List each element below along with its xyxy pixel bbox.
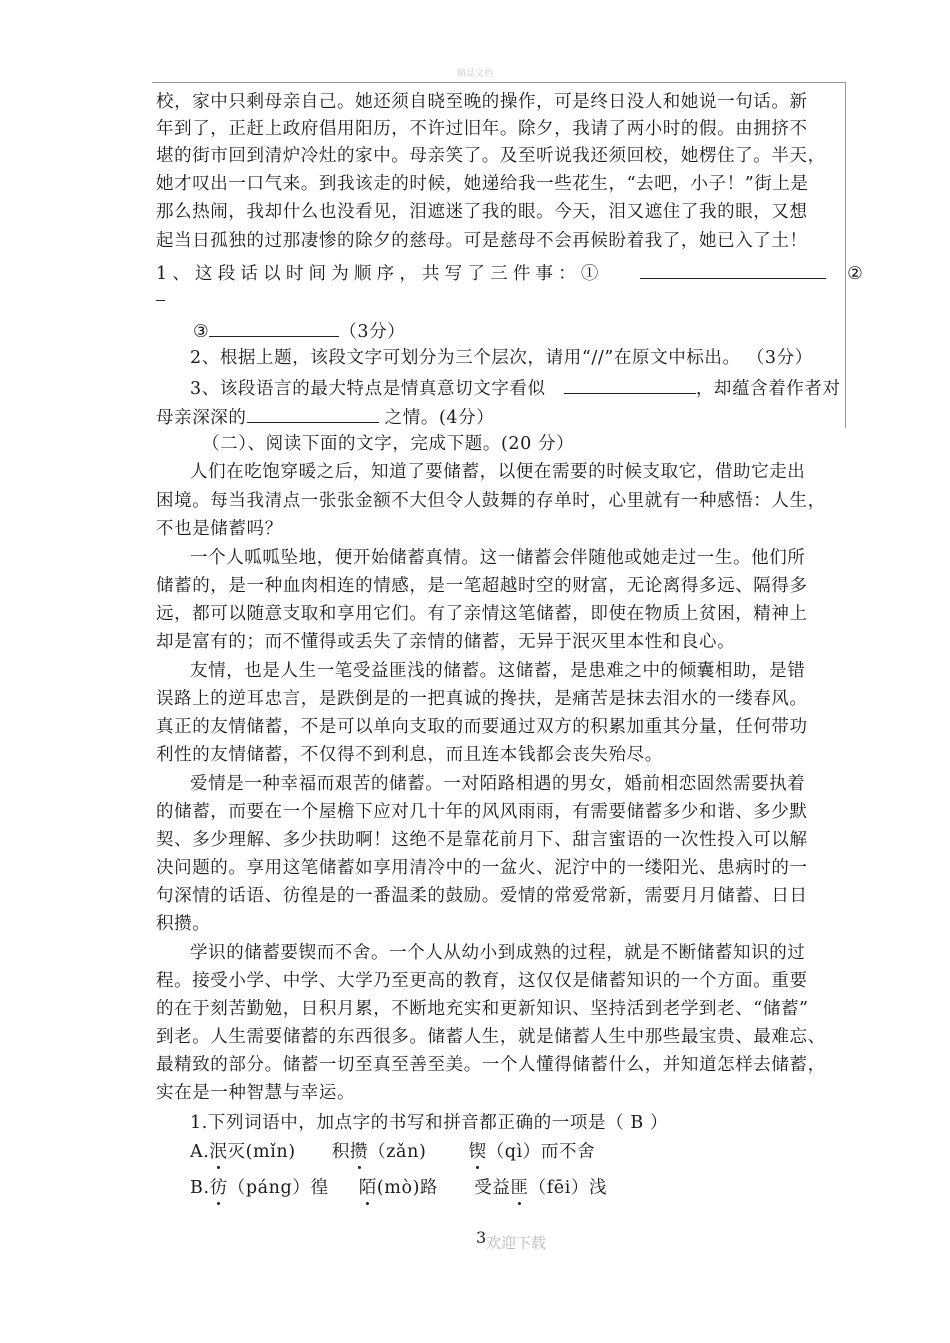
passage2-line: 积攒。 xyxy=(156,914,211,934)
option-b-item-2: 陌(mò)路 xyxy=(358,1178,439,1198)
passage2-line: 误路上的逆耳忠言，是跌倒是的一把真诚的搀扶，是痛苦是抹去泪水的一缕春风。 xyxy=(156,689,808,709)
passage1-line: 校，家中只剩母亲自己。她还须自晓至晚的操作，可是终日没人和她说一句话。新 xyxy=(156,92,808,112)
option-a-item-1: 泯灭(mǐn) xyxy=(209,1142,296,1162)
passage1-line: 起当日孤独的过那凄惨的除夕的慈母。可是慈母不会再候盼着我了，她已入了土！ xyxy=(156,231,808,251)
q3-part2: ，却蕴含着作者对 xyxy=(695,379,841,399)
passage2-line: 实在是一种智慧与幸运。 xyxy=(156,1083,356,1103)
passage2-line: 爱情是一种幸福而艰苦的储蓄。一对陌路相遇的男女，婚前相恋固然需要执着 xyxy=(190,774,806,794)
passage2-line: 最精致的部分。储蓄一切至真至善至美。一个人懂得储蓄什么，并知道怎样去储蓄， xyxy=(156,1055,826,1075)
passage2-line: 人们在吃饱穿暖之后，知道了要储蓄，以便在需要的时候支取它，借助它走出 xyxy=(190,462,806,482)
q3-line-1 xyxy=(190,375,841,401)
option-b-label: B. xyxy=(190,1178,210,1198)
q2-text: 2、根据上题，该段文字可划分为三个层次，请用“//”在原文中标出。 （3分） xyxy=(190,348,813,368)
passage2-line: 真正的友情储蓄，不是可以单向支取的而要通过双方的积累加重其分量，任何带功 xyxy=(156,717,808,737)
q1-mark-3: ③ xyxy=(193,322,210,342)
mcq-option-a[interactable] xyxy=(190,1140,595,1164)
passage2-line: 到老。人生需要储蓄的东西很多。储蓄人生，就是储蓄人生中那些最宝贵、最难忘、 xyxy=(156,1027,826,1047)
header-watermark: 精品文档 xyxy=(456,69,493,79)
q1-answer-blank-3[interactable] xyxy=(209,318,339,337)
q3-answer-blank-1[interactable] xyxy=(564,375,696,394)
q3-part3: 母亲深深的 xyxy=(156,408,247,428)
q1-line xyxy=(156,260,868,286)
option-a-item-2: 积攒（zǎn) xyxy=(331,1142,427,1162)
q3-part4: 之情。(4分） xyxy=(384,408,495,428)
q3-answer-blank-2[interactable] xyxy=(247,404,379,423)
section2-title: （二）、阅读下面的文字，完成下题。(20 分） xyxy=(202,434,575,454)
frame-top-rule xyxy=(152,82,846,83)
footer-watermark: 欢迎下载 xyxy=(486,1234,547,1252)
option-b-item-1: 彷（páng）徨 xyxy=(209,1178,329,1198)
option-a-item-3: 锲（qì）而不舍 xyxy=(468,1142,596,1162)
passage1-line: 那么热闹，我却什么也没看见，泪遮迷了我的眼。今天，泪又遮住了我的眼，又想 xyxy=(156,202,808,222)
passage2-line: 远，都可以随意支取和享用它们。有了亲情这笔储蓄，即使在物质上贫困，精神上 xyxy=(156,604,808,624)
passage2-line: 储蓄的，是一种血肉相连的情感，是一笔超越时空的财富，无论离得多远、隔得多 xyxy=(156,576,808,596)
q3-part1: 3、该段语言的最大特点是情真意切文字看似 xyxy=(190,379,546,399)
page-number: 3 xyxy=(476,1228,487,1247)
passage2-line: 决问题的。享用这笔储蓄如享用清冷中的一盆火、泥泞中的一缕阳光、患病时的一 xyxy=(156,858,808,878)
option-a-label: A. xyxy=(190,1142,210,1162)
q1-line-2 xyxy=(193,318,405,344)
passage2-line: 契、多少理解、多少扶助啊！这绝不是靠花前月下、甜言蜜语的一次性投入可以解 xyxy=(156,830,808,850)
passage2-line: 不也是储蓄吗？ xyxy=(156,519,283,539)
passage2-line: 困境。每当我清点一张张金额不大但令人鼓舞的存单时，心里就有一种感悟：人生， xyxy=(156,491,826,511)
passage2-line: 程。接受小学、中学、大学乃至更高的教育，这仅仅是储蓄知识的一个方面。重要 xyxy=(156,971,808,991)
mcq-option-b[interactable] xyxy=(190,1176,607,1200)
passage2-line: 句深情的话语、彷徨是的一番温柔的鼓励。爱情的常爱常新，需要月月储蓄、日日 xyxy=(156,886,808,906)
passage2-line: 却是富有的；而不懂得或丢失了亲情的储蓄，无异于泯灭里本性和良心。 xyxy=(156,632,736,652)
passage1-line: 她才叹出一口气来。到我该走的时候，她递给我一些花生，“去吧，小子！”街上是 xyxy=(156,174,809,194)
passage1-line: 堪的街市回到清炉冷灶的家中。母亲笑了。及至听说我还须回校，她楞住了。半天， xyxy=(156,146,826,166)
q1-answer-blank-1[interactable] xyxy=(640,260,826,279)
q3-line-2 xyxy=(156,404,494,430)
q1-score: （3分） xyxy=(339,322,406,342)
q1-mark-2: ② xyxy=(847,264,869,284)
passage2-line: 的在于刻苦勤勉，日积月累，不断地充实和更新知识、坚持活到老学到老、“储蓄” xyxy=(156,999,809,1019)
passage2-line: 学识的储蓄要锲而不舍。一个人从幼小到成熟的过程，就是不断储蓄知识的过 xyxy=(190,943,806,963)
passage1-line: 年到了，正赶上政府倡用阳历，不许过旧年。除夕，我请了两小时的假。由拥挤不 xyxy=(156,119,808,139)
frame-right-rule xyxy=(845,82,846,428)
passage2-line: 友情，也是人生一笔受益匪浅的储蓄。这储蓄，是患难之中的倾囊相助，是错 xyxy=(190,661,806,681)
passage2-line: 利性的友情储蓄，不仅得不到利息，而且连本钱都会丧失殆尽。 xyxy=(156,745,663,765)
mcq-stem: 1.下列词语中，加点字的书写和拼音都正确的一项是（ B ） xyxy=(190,1113,669,1133)
q1-answer-blank-2[interactable] xyxy=(156,300,165,301)
passage2-line: 的储蓄，而要在一个屋檐下应对几十年的风风雨雨，有需要储蓄多少和谐、多少默 xyxy=(156,802,808,822)
q1-prefix: 1、这段话以时间为顺序，共写了三件事：① xyxy=(156,264,604,284)
passage2-line: 一个人呱呱坠地，便开始储蓄真情。这一储蓄会伴随他或她走过一生。他们所 xyxy=(190,548,806,568)
option-b-item-3: 受益匪（fēi）浅 xyxy=(474,1178,608,1198)
